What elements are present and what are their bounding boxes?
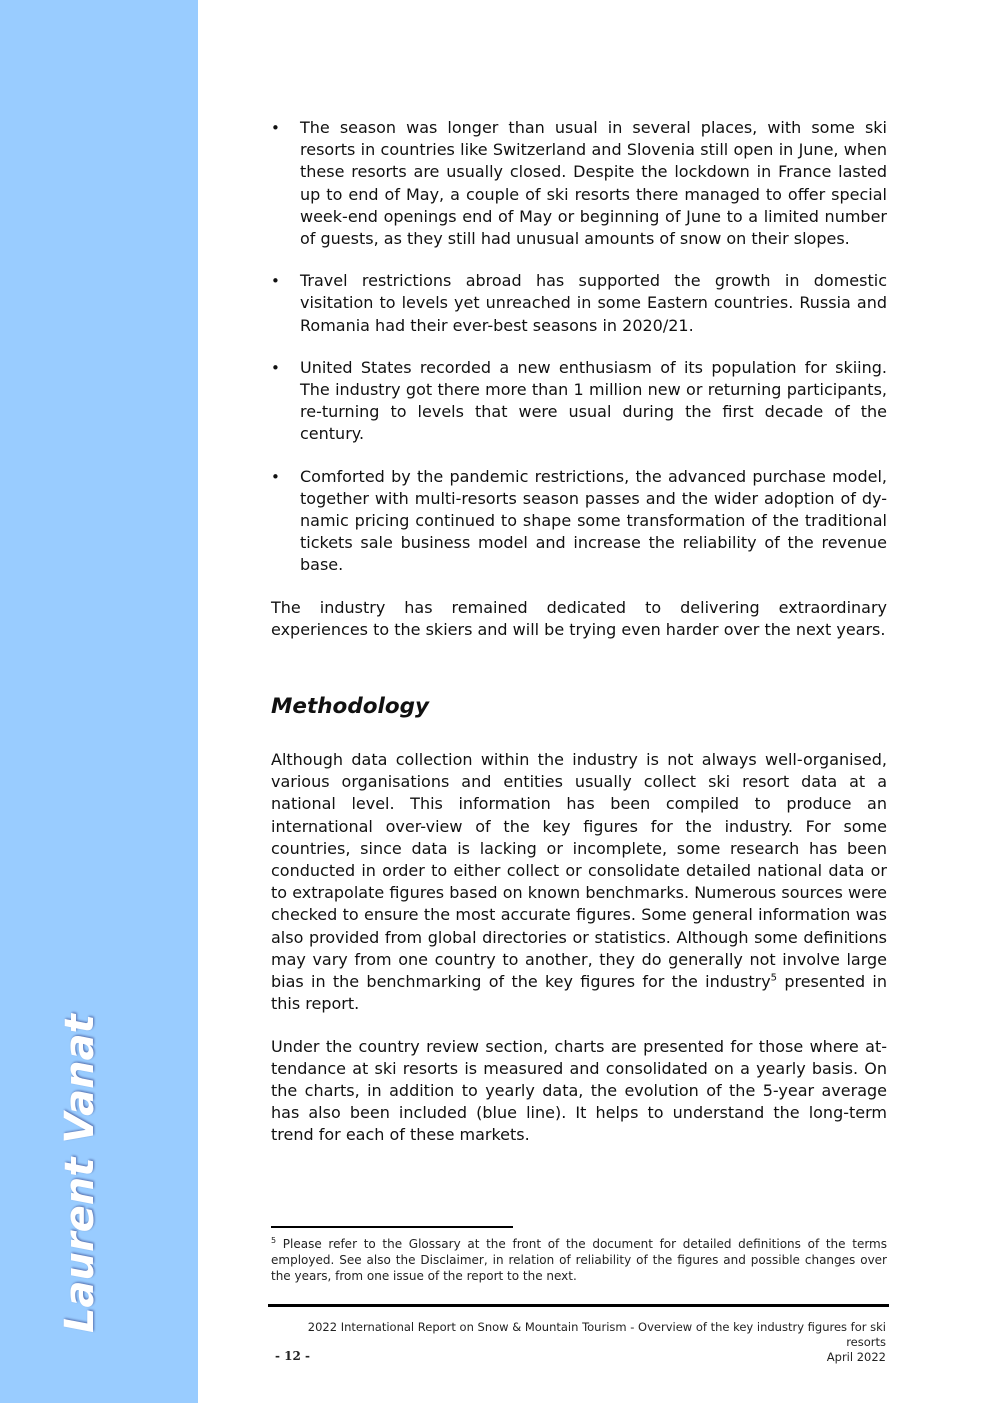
bullet-marker: • <box>271 467 280 486</box>
bullet-marker: • <box>271 272 280 291</box>
bullet-item <box>271 357 887 446</box>
footnote-separator <box>271 1226 513 1228</box>
bullet-text: Travel restrictions abroad has supported the growth in domestic visitation to levels yet unreached in some Eastern countries. Russia and Romania had their ever-best seasons in 2020/21. <box>300 271 887 335</box>
footnote-text: Please refer to the Glossary at the front of the document for detailed definitions of the terms employed. See also the Disclaimer, in relation of reliability of the figures and possible changes over the years, from one issue of the report to the next. <box>271 1237 887 1283</box>
methodology-paragraph-2: Under the country review section, charts are presented for those where at-tendance at ski resorts is measured and consolidated on a yearly basis. On the charts, in addition to yearly data, the evolution of the 5-year average has also been included (blue line). It helps to understand the long-term trend for each of these markets. <box>271 1036 887 1145</box>
main-content <box>271 117 887 1167</box>
footer-date: April 2022 <box>826 1350 886 1364</box>
methodology-paragraph-1 <box>271 749 887 1015</box>
footnote-reference: 5 <box>770 972 778 984</box>
bullet-text: Comforted by the pandemic restrictions, the advanced purchase model, together with multi-resorts season passes and the wider adoption of dy-namic pricing continued to shape some transformation of the traditional tickets sale business model and increase the reliability of the revenue base. <box>300 466 887 575</box>
section-heading: Methodology <box>271 694 430 720</box>
paragraph-text-tail: presented in this report. <box>271 972 888 1014</box>
bullet-item <box>271 270 887 337</box>
bullet-text: United States recorded a new enthusiasm of its population for skiing. The industry got there more than 1 million new or returning participants, re-turning to levels that were usual during the first decade of the century. <box>300 357 887 444</box>
page-number: - 12 - <box>275 1349 311 1363</box>
footnote-marker: 5 <box>271 1236 277 1245</box>
bullet-text: The season was longer than usual in several places, with some ski resorts in countries like Switzerland and Slovenia still open in June, when these resorts are usually closed. Despite the lockdown in France lasted up to end of May, a couple of ski resorts there managed to offer special week-end openings end of May or beginning of June to a limited number of guests, as they still had unusual amounts of snow on their slopes. <box>300 118 887 249</box>
bullet-marker: • <box>271 358 280 377</box>
footer-rule <box>268 1304 889 1307</box>
bullet-list <box>271 117 887 577</box>
footnote <box>271 1236 887 1284</box>
footer-report-title: 2022 International Report on Snow & Mountain Tourism - Overview of the key industry figures for ski resorts <box>307 1320 886 1349</box>
bullet-item <box>271 117 887 250</box>
closing-paragraph: The industry has remained dedicated to delivering extraordinary experiences to the skiers and will be trying even harder over the next years. <box>271 597 887 639</box>
footer-info <box>268 1320 886 1365</box>
paragraph-text: Although data collection within the industry is not always well-organised, various organisations and entities usually collect ski resort data at a national level. This information has been compiled to produce an international over-view of the key figures for the industry. For some countries, since data is lacking or incomplete, some research has been conducted in order to either collect or consolidate detailed national data or to extrapolate figures based on known benchmarks. Numerous sources were checked to ensure the most accurate figures. Some general information was also provided from global directories or statistics. Although some definitions may vary from one country to another, they do generally not involve large bias in the benchmarking of the key figures for the industry <box>271 750 887 992</box>
author-name: Laurent Vanat <box>57 1014 103 1333</box>
bullet-marker: • <box>271 119 280 137</box>
bullet-item <box>271 466 887 577</box>
